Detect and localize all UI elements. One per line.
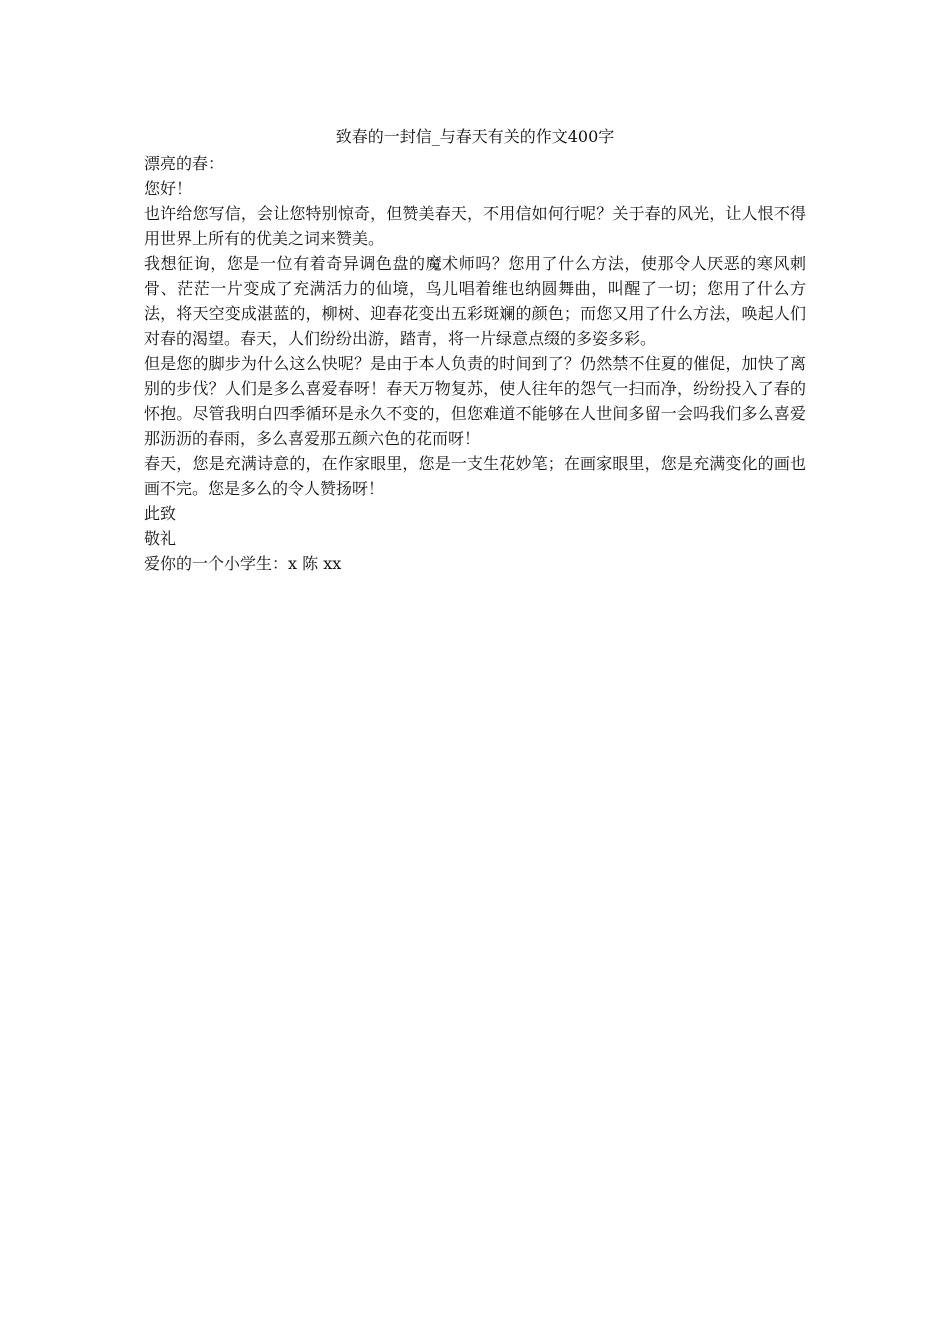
closing-line-2: 敬礼 <box>144 529 177 548</box>
document-title: 致春的一封信_与春天有关的作文400字 <box>335 127 615 146</box>
paragraph-2: 我想征询，您是一位有着奇异调色盘的魔术师吗？您用了什么方法，使那令人厌恶的寒风刺骨、茫茫一片变成了充满活力的仙境，鸟儿唱着维也纳圆舞曲，叫醒了一切；您用了什么方法，将天空变成湛蓝的，柳树、迎春花变出五彩斑斓的颜色；而您又用了什么方法，唤起人们对春的渴望。春天，人们纷纷出游，踏青，将一片绿意点缀的多姿多彩。 <box>144 254 806 348</box>
letter-body <box>144 124 806 576</box>
greeting: 您好！ <box>144 179 193 198</box>
paragraph-1: 也许给您写信，会让您特别惊奇，但赞美春天，不用信如何行呢？关于春的风光，让人恨不得用世界上所有的优美之词来赞美。 <box>144 204 806 248</box>
paragraph-4: 春天，您是充满诗意的，在作家眼里，您是一支生花妙笔；在画家眼里，您是充满变化的画也画不完。您是多么的令人赞扬呀！ <box>144 454 806 498</box>
salutation: 漂亮的春： <box>144 154 225 173</box>
signature: 爱你的一个小学生：x 陈 xx <box>144 554 342 573</box>
paragraph-3: 但是您的脚步为什么这么快呢？是由于本人负责的时间到了？仍然禁不住夏的催促，加快了离别的步伐？人们是多么喜爱春呀！春天万物复苏，使人往年的怨气一扫而净，纷纷投入了春的怀抱。尽管我明白四季循环是永久不变的，但您难道不能够在人世间多留一会吗我们多么喜爱那沥沥的春雨，多么喜爱那五颜六色的花而呀！ <box>144 354 806 448</box>
closing-line-1: 此致 <box>144 504 177 523</box>
